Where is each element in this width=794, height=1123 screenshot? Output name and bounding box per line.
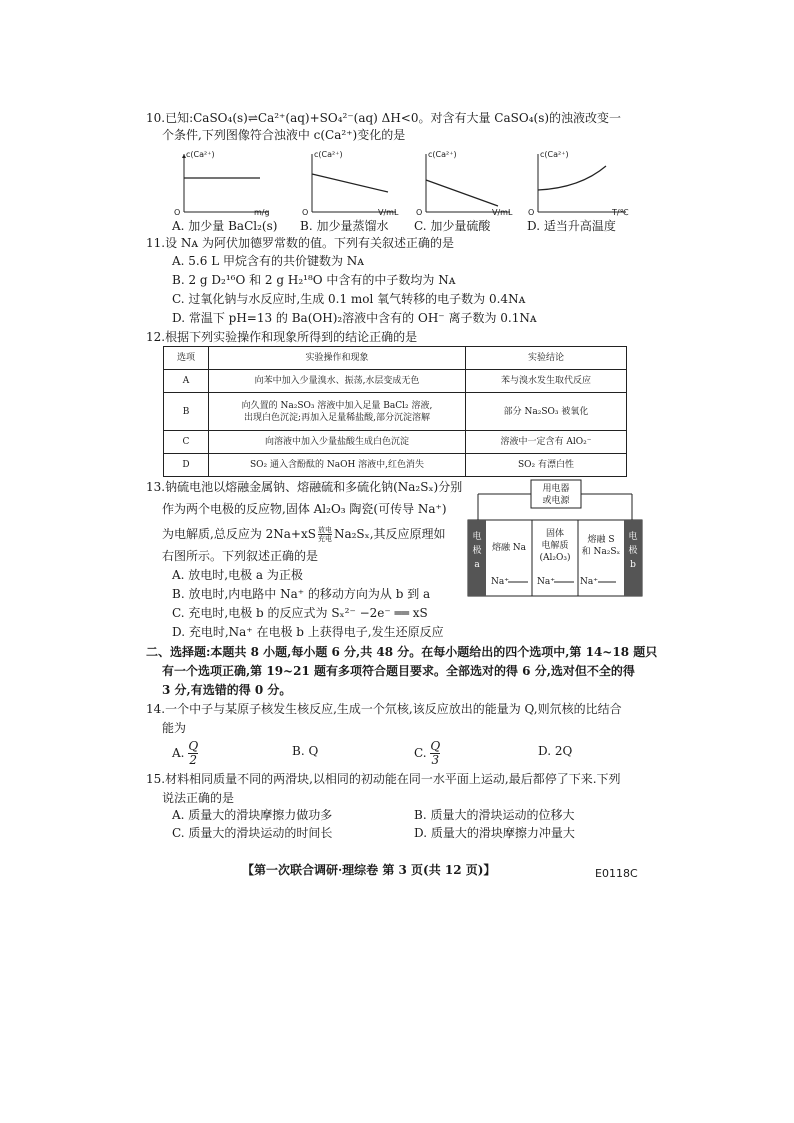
zone-molten-na: 熔融 Na — [491, 543, 527, 553]
table-cell: 部分 Na₂SO₃ 被氧化 — [466, 393, 627, 431]
table-row — [164, 370, 627, 393]
table-cell: SO₂ 有漂白性 — [466, 454, 627, 477]
q15-line1: 15.材料相同质量不同的两滑块,以相同的初动能在同一水平面上运动,最后都停了下来.下列 — [146, 772, 621, 786]
graph-a-ylabel: c(Ca²⁺) — [186, 150, 215, 159]
option-10c: C. 加少量硫酸 — [414, 219, 491, 233]
fraction-q-over-2 — [188, 740, 198, 767]
graph-b-origin: O — [302, 208, 309, 217]
ion-label-3: Na⁺ — [580, 577, 598, 587]
page-footer: 【第一次联合调研·理综卷 第 3 页(共 12 页)】 — [242, 863, 496, 877]
graph-c-curve — [426, 180, 498, 206]
q10-line2: 个条件,下列图像符合浊液中 c(Ca²⁺)变化的是 — [162, 128, 406, 142]
option-10b: B. 加少量蒸馏水 — [300, 219, 389, 233]
q15-line2: 说法正确的是 — [162, 791, 235, 805]
graph-c — [418, 150, 513, 224]
q13-line4: 右图所示。下列叙述正确的是 — [162, 549, 319, 563]
graph-c-ylabel: c(Ca²⁺) — [428, 150, 457, 159]
option-15c: C. 质量大的滑块运动的时间长 — [172, 826, 333, 840]
zone-electrolyte-2: 电解质 — [541, 541, 569, 551]
section2-line1: 二、选择题:本题共 8 小题,每小题 6 分,共 48 分。在每小题给出的四个选项中,第 14~18 题只 — [146, 645, 658, 659]
option-14b: B. Q — [292, 744, 319, 758]
ion-label-1: Na⁺ — [491, 577, 509, 587]
option-14c — [414, 740, 440, 767]
graph-d-origin: O — [528, 208, 535, 217]
table-cell: 向苯中加入少量溴水、振荡,水层变成无色 — [209, 370, 466, 393]
option-14a-label: A. — [172, 746, 185, 760]
table-cell: 向溶液中加入少量盐酸生成白色沉淀 — [209, 431, 466, 454]
arrow-bottom-label: 充电 — [317, 535, 332, 543]
graph-d-curve — [538, 166, 606, 190]
option-13c: C. 充电时,电极 b 的反应式为 Sₓ²⁻ −2e⁻ ══ xS — [172, 606, 428, 620]
option-13d: D. 充电时,Na⁺ 在电极 b 上获得电子,发生还原反应 — [172, 625, 444, 639]
graph-c-origin: O — [416, 208, 423, 217]
fraction-denominator: 2 — [189, 753, 198, 767]
option-11b: B. 2 g D₂¹⁶O 和 2 g H₂¹⁸O 中含有的中子数均为 Nᴀ — [172, 273, 456, 287]
zone-electrolyte-1: 固体 — [545, 529, 564, 539]
q13-line1: 13.钠硫电池以熔融金属钠、熔融硫和多硫化钠(Na₂Sₓ)分别 — [146, 480, 463, 494]
battery-diagram — [466, 478, 646, 600]
q10-line1: 10.已知:CaSO₄(s)⇌Ca²⁺(aq)+SO₄²⁻(aq) ΔH<0。对含有大量 CaSO₄(s)的浊液改变一 — [146, 111, 622, 125]
fraction-numerator: Q — [188, 739, 199, 753]
table-cell: A — [164, 370, 209, 393]
graph-c-xlabel: V/mL — [492, 208, 513, 217]
graph-a-origin: O — [174, 208, 181, 217]
option-10d: D. 适当升高温度 — [527, 219, 616, 233]
graph-d-ylabel: c(Ca²⁺) — [540, 150, 569, 159]
table-header: 选项 — [164, 347, 209, 370]
q14-line2: 能为 — [162, 721, 187, 735]
table-cell: C — [164, 431, 209, 454]
reversible-arrow — [318, 526, 332, 543]
table-header: 实验结论 — [466, 347, 627, 370]
option-14d: D. 2Q — [538, 744, 573, 758]
q13-line2: 作为两个电极的反应物,固体 Al₂O₃ 陶瓷(可传导 Na⁺) — [162, 502, 447, 516]
table-header: 实验操作和现象 — [209, 347, 466, 370]
option-14a — [172, 740, 198, 767]
fraction-denominator: 3 — [431, 753, 440, 767]
option-11a: A. 5.6 L 甲烷含有的共价键数为 Nᴀ — [172, 254, 365, 268]
zone-molten-s-1: 熔融 S — [587, 535, 615, 545]
q13-line3-b: Na₂Sₓ,其反应原理如 — [333, 527, 446, 541]
option-15d: D. 质量大的滑块摩擦力冲量大 — [414, 826, 575, 840]
q14-line1: 14.一个中子与某原子核发生核反应,生成一个氘核,该反应放出的能量为 Q,则氘核的比结合 — [146, 702, 622, 716]
fraction-numerator: Q — [430, 739, 441, 753]
experiment-table — [163, 346, 627, 477]
table-cell: B — [164, 393, 209, 431]
table-row — [164, 454, 627, 477]
graph-d-xlabel: T/℃ — [612, 208, 629, 217]
section2-line3: 3 分,有选错的得 0 分。 — [162, 683, 292, 697]
graph-d — [530, 150, 630, 224]
option-15a: A. 质量大的滑块摩擦力做功多 — [172, 808, 333, 822]
graph-b-curve — [312, 174, 388, 192]
section2-line2: 有一个选项正确,第 19~21 题有多项符合题目要求。全部选对的得 6 分,选对但不全的得 — [162, 664, 635, 678]
graph-b-ylabel: c(Ca²⁺) — [314, 150, 343, 159]
q13-line3 — [162, 526, 446, 543]
graph-b — [304, 150, 399, 224]
q12-stem: 12.根据下列实验操作和现象所得到的结论正确的是 — [146, 330, 418, 344]
device-label-1: 用电器 — [542, 484, 570, 494]
graph-a — [176, 150, 271, 224]
option-14c-label: C. — [414, 746, 427, 760]
electrode-b-label: 电 极 b — [628, 532, 638, 570]
table-cell: SO₂ 通入含酚酞的 NaOH 溶液中,红色消失 — [209, 454, 466, 477]
q13-line3-a: 为电解质,总反应为 2Na+xS — [162, 527, 316, 541]
table-row — [164, 393, 627, 431]
table-header-row — [164, 347, 627, 370]
device-label-2: 或电源 — [542, 496, 570, 506]
option-11c: C. 过氧化钠与水反应时,生成 0.1 mol 氧气转移的电子数为 0.4Nᴀ — [172, 292, 526, 306]
option-15b: B. 质量大的滑块运动的位移大 — [414, 808, 575, 822]
option-13b: B. 放电时,内电路中 Na⁺ 的移动方向为从 b 到 a — [172, 587, 431, 601]
table-row — [164, 431, 627, 454]
option-13a: A. 放电时,电极 a 为正极 — [172, 568, 303, 582]
graph-b-xlabel: V/mL — [378, 208, 399, 217]
zone-electrolyte-3: (Al₂O₃) — [539, 553, 571, 563]
ion-label-2: Na⁺ — [537, 577, 555, 587]
table-cell: 溶液中一定含有 AlO₂⁻ — [466, 431, 627, 454]
table-cell: 向久置的 Na₂SO₃ 溶液中加入足量 BaCl₂ 溶液, 出现白色沉淀;再加入足量稀盐酸,部分沉淀溶解 — [209, 393, 466, 431]
table-cell: 苯与溴水发生取代反应 — [466, 370, 627, 393]
graph-a-xlabel: m/g — [254, 208, 270, 217]
arrow-top-label: 放电 — [317, 526, 332, 534]
q11-stem: 11.设 Nᴀ 为阿伏加德罗常数的值。下列有关叙述正确的是 — [146, 236, 454, 250]
table-cell: D — [164, 454, 209, 477]
option-10a: A. 加少量 BaCl₂(s) — [172, 219, 278, 233]
fraction-q-over-3 — [430, 740, 440, 767]
zone-molten-s-2: 和 Na₂Sₓ — [581, 547, 621, 557]
option-11d: D. 常温下 pH=13 的 Ba(OH)₂溶液中含有的 OH⁻ 离子数为 0.1Nᴀ — [172, 311, 537, 325]
electrode-a-label: 电 极 a — [472, 532, 482, 570]
page-code: E0118C — [595, 867, 638, 880]
